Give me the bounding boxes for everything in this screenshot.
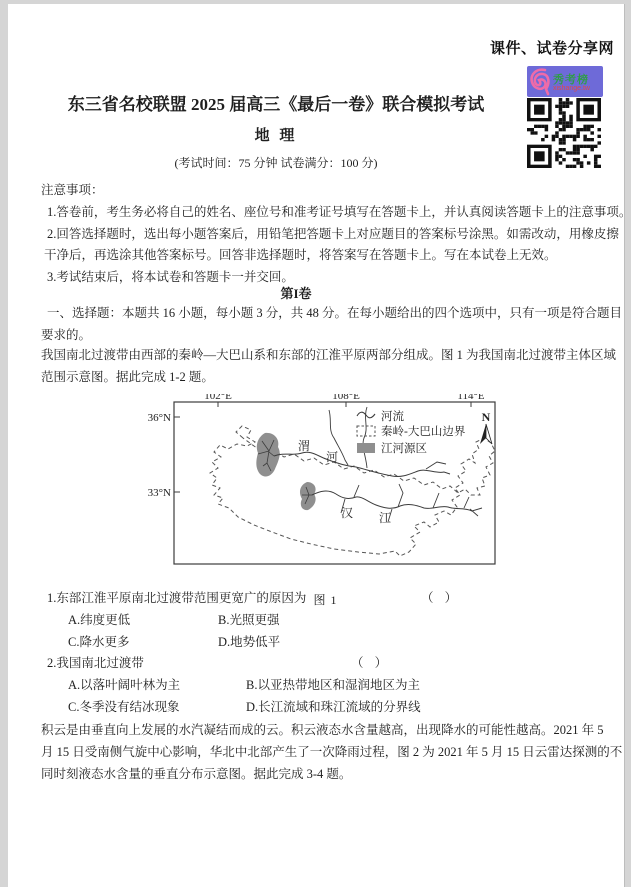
option-b: B.以亚热带地区和湿润地区为主 [246,678,420,693]
figure-1-caption: 图 1 [313,593,338,607]
questions-block [41,588,618,719]
han-source-region [300,482,316,510]
instruction-line: 一、选择题：本题共 16 小题，每小题 3 分，共 48 分。在每小题给出的四个选项中，只有一项是符合题目 [47,306,623,320]
option-c: C.冬季没有结冰现象 [68,699,180,714]
notice-line: 干净后，再选涂其他答案标号。回答非选择题时，将答案写在答题卡上。写在本试卷上无效。 [44,248,557,263]
han-river-label: 汉 [340,506,354,520]
option-a: A.纬度更低 [68,612,131,627]
passage-line: 同时刻液态水含量的垂直分布示意图。据此完成 3-4 题。 [41,766,352,781]
map-svg [148,394,503,584]
han-river-label: 江 [378,511,392,525]
notice-heading: 注意事项： [41,183,104,197]
notice-line: 2.回答选择题时，选出每小题答案后，用铅笔把答题卡上对应题目的答案标号涂黑。如需改动，用橡皮擦 [47,226,619,241]
lon-tick-label: 114°E [457,394,485,402]
legend-boundary-label: 秦岭-大巴山边界 [381,426,466,438]
legend-river-label: 河流 [381,411,404,423]
passage-line: 我国南北过渡带由西部的秦岭—大巴山系和东部的江淮平原两部分组成。图 1 为我国南北过渡带主体区域 [41,348,617,362]
qinling-daba-boundary [210,426,495,556]
option-c: C.降水更多 [68,634,130,649]
section-title: 第I卷 [280,286,312,301]
passage-1 [41,345,618,389]
instruction-block [41,303,623,347]
lon-tick-label: 108°E [332,394,360,402]
notice-line: 1.答卷前，考生务必将自己的姓名、座位号和准考证号填写在答题卡上，并认真阅读答题卡上的注意事项。 [47,204,631,219]
question-2-stem [41,653,618,675]
subject-title: 地 理 [254,128,298,144]
passage-2 [41,720,623,785]
exam-page [8,4,631,887]
wei-river-label: 渭 [297,439,311,453]
instruction-line: 要求的。 [41,327,92,342]
logo-brand-text: 秀考榜 [553,74,589,86]
notice-block [41,180,631,289]
passage-line: 积云是由垂直向上发展的水汽凝结而成的云。积云液态水含量越高，出现降水的可能性越高。2021 年 5 [41,723,604,737]
option-d: D.地势低平 [218,634,281,649]
exam-info: (考试时间：75 分钟 试卷满分：100 分) [174,156,378,170]
question-2-options-row [41,697,618,719]
wei-river-label: 河 [325,450,339,464]
question-stem-text: 2.我国南北过渡带 [47,656,144,671]
answer-bracket: （ ） [421,591,462,605]
question-stem-text: 1.东部江淮平原南北过渡带范围更宽广的原因为 [47,591,307,605]
question-2-options-row [41,675,618,697]
legend-source-label: 江河源区 [381,443,427,455]
exam-title: 东三省名校联盟 2025 届高三《最后一卷》联合模拟考试 [67,95,485,114]
map-legend [357,409,466,455]
question-1-options-row [41,632,618,654]
option-d: D.长江流域和珠江流域的分界线 [246,699,421,714]
question-1-stem [41,588,618,610]
lon-tick-label: 102°E [204,394,232,402]
han-river [312,491,482,511]
passage-line: 范围示意图。据此完成 1-2 题。 [41,369,214,384]
lat-tick-label: 33°N [148,487,171,499]
compass-n-label: N [481,410,491,424]
answer-bracket: （ ） [351,656,392,671]
source-legend-symbol [357,443,375,453]
option-b: B.光照更强 [218,612,280,627]
passage-line: 月 15 日受南侧气旋中心影响，华北中北部产生了一次降雨过程，图 2 为 2021 年 5 月 15 日云雷达探测的不 [41,744,623,759]
north-compass-icon [480,410,492,444]
logo-url-text: xishange.tw [553,85,590,92]
share-site-label: 课件、试卷分享网 [489,40,614,57]
question-1-options-row [41,610,618,632]
notice-line: 3.考试结束后，将本试卷和答题卡一并交回。 [47,270,294,285]
lat-tick-label: 36°N [148,412,171,424]
wei-river [274,452,450,476]
figure-1-map [148,394,503,608]
option-a: A.以落叶阔叶林为主 [68,678,181,693]
